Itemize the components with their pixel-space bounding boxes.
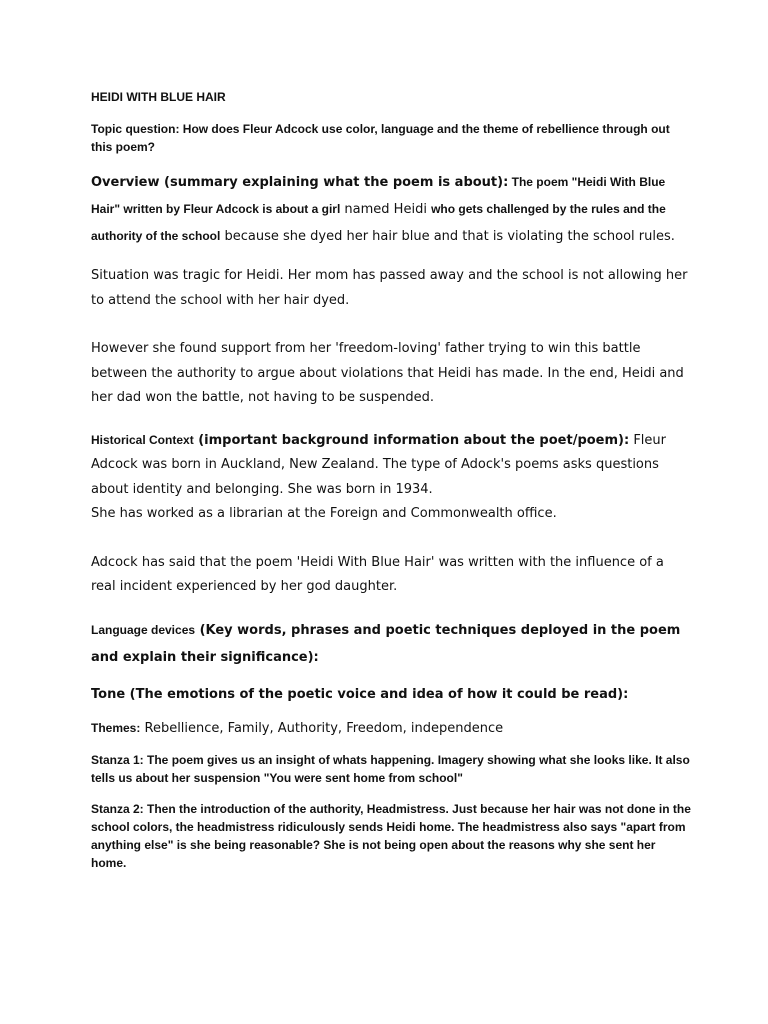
overview-text-2: named Heidi bbox=[340, 202, 432, 217]
overview-label: Overview (summary explaining what the poem is about): bbox=[91, 175, 509, 190]
situation-paragraph: Situation was tragic for Heidi. Her mom has passed away and the school is not allowing her to attend the school with her hair dyed. bbox=[91, 268, 688, 308]
stanza-1-label: Stanza 1: bbox=[91, 752, 144, 767]
stanza-1-text: The poem gives us an insight of whats happening. Imagery showing what she looks like. It also tells us about her suspension "You were sent home from school" bbox=[91, 752, 690, 785]
historical-context-paragraph bbox=[91, 428, 691, 527]
topic-text: How does Fleur Adcock use color, language and the theme of rebellience through out this poem? bbox=[91, 122, 670, 154]
topic-label: Topic question: bbox=[91, 122, 180, 136]
document-body bbox=[91, 90, 691, 872]
language-label-1: Language devices bbox=[91, 622, 196, 637]
historical-text-2: She has worked as a librarian at the Foreign and Commonwealth office. bbox=[91, 506, 557, 521]
historical-label-1: Historical Context bbox=[91, 432, 194, 447]
document-title: HEIDI WITH BLUE HAIR bbox=[91, 90, 226, 104]
themes-text: Rebellience, Family, Authority, Freedom, independence bbox=[140, 720, 504, 736]
themes-label: Themes: bbox=[91, 720, 141, 735]
themes-line bbox=[91, 721, 691, 736]
tone-heading: Tone (The emotions of the poetic voice and idea of how it could be read): bbox=[91, 686, 629, 702]
stanza-2-label: Stanza 2: bbox=[91, 801, 144, 816]
stanza-2-text: Then the introduction of the authority, Headmistress. Just because her hair was not done in the school colors, the headmistress ridiculously sends Heidi home. The headmistress also says "apart from anything else" is she being reasonable? She is not being open about the reasons why she sent her home. bbox=[91, 801, 691, 870]
historical-label-2: (important background information about the poet/poem): bbox=[193, 432, 630, 448]
stanza-1-paragraph bbox=[91, 751, 691, 787]
however-paragraph: However she found support from her 'freedom-loving' father trying to win this battle between the authority to argue about violations that Heidi has made. In the end, Heidi and her dad won the battle, not having to be suspended. bbox=[91, 341, 684, 405]
stanza-2-paragraph bbox=[91, 800, 691, 872]
topic-question bbox=[91, 120, 691, 156]
language-devices-heading bbox=[91, 617, 691, 671]
overview-text-1: The poem "Heidi With Blue Hair" written by Fleur Adcock is about a girl bbox=[91, 175, 666, 216]
adcock-said-paragraph: Adcock has said that the poem 'Heidi With Blue Hair' was written with the influence of a real incident experienced by her god daughter. bbox=[91, 554, 664, 594]
overview-text-3: who gets challenged by the rules and the authority of the school bbox=[91, 202, 666, 243]
historical-text: Fleur Adcock was born in Auckland, New Zealand. The type of Adock's poems asks questions about identity and belonging. She was born in 1934. bbox=[91, 432, 666, 497]
language-label-2: (Key words, phrases and poetic techniques deployed in the poem and explain their significance): bbox=[91, 622, 681, 665]
overview-text-4: because she dyed her hair blue and that is violating the school rules. bbox=[220, 229, 675, 244]
overview-paragraph bbox=[91, 169, 691, 250]
